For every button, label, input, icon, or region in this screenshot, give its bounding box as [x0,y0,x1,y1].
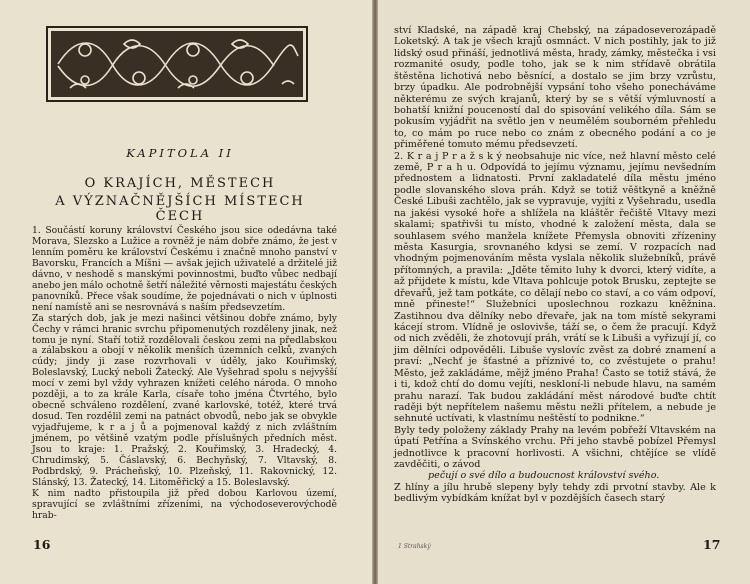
right-body-text [394,25,716,505]
paragraph: 1. Součástí koruny království Českého jsou sice odedávna také Morava, Slezsko a Lužice a rovněž je nám dobře známo, že jest v lenním poměru ke království Českému i značně mnoho panství v Bavorsku, Francích a Míšni — avšak jejich uživatelé a držitelé již dávno, v neshodě s manskými povinnostmi, buďto vůbec nedbají anebo jen málo ochotně šetří náležité věrnosti majestátu českých panovníků. Přece však soudíme, že pojednávati o nich v úplnosti není namístě ani se nesrovnává s naším předsevzetím. [32,225,337,313]
quote: pečují o své dílo a budoucnost království svého. [428,470,660,482]
page-number: 17 [703,537,721,552]
page-number: 16 [33,537,51,552]
chapter-title-line2: A VÝZNAČNĚJŠÍCH MÍSTECH ČECH [55,194,305,224]
right-page [378,0,750,584]
chapter-title-line1: O KRAJÍCH, MĚSTECH [84,176,276,191]
paragraph: 2. K r a j P r a ž s k ý neobsahuje nic více, než hlavní město celé země, P r a h u. Odpovídá to jejímu významu, jejímu nevšedním přednostem a lidnatosti. První zakladatelé díla městu jméno podle slovanského slova práh. Když se totiž věštkyně a kněžně České Libuši zachtělo, jak se vypravuje, vyjíti z Vyšehradu, usedla na jakési vysoké hoře a shlížela na kláštěr řečiště Vltavy mezi skalami; spatřivši tu místo, vhodné k založení města, dala se souhlasem svého manžela knížete Přemysla obnoviti zřízeniny města Kasurgia, srovnaného kdysi se zemí. V rozpacích nad vhodným pojmenováním města vyslala několik služebníků, právě přítomných, a pravila: „Jděte těmito luhy k dvorci, který vidíte, a až přijdete k místu, kde Vltava pohlcuje potok Brusku, zeptejte se dřevařů, jež tam potkáte, co dělají nebo co staví, a co vám odpoví, mně přineste!“ Služebníci uposlechnou rozkazu kněžnina. Zastihnou dva dělníky nebo dřevaře, jak na tom místě sekyrami kácejí strom. Vlídně je oslovivše, táží se, o čem že pracují. Když od nich zvěděli, že zhotovují práh, vrátí se k Libuši a vyřizují jí, co jim dělníci odpověděli. Libuše vyslovíc zvěst za dobré znamení a praví: „Nechť je šťastné a příznivé to, co zvěstujete o prahu! Město, jež zakládáme, mějž jméno Praha! Často se totiž stává, že i ti, kdož chtí do domu vejíti, neskloní-li nebude hlavu, na samém prahu narazí. Tak budou zakládání měst národové buďte chtít raději být nepřítelem našemu městu nežli přítelem, a nebude je sehnuté uctívati, k vlastnímu neštěstí to podnikne.“ [394,150,716,425]
paragraph: Byly tedy položeny základy Prahy na levém pobřeží Vltavském na úpatí Petřína a Svínského vrchu. Při jeho stavbě pobízel Přemysl jednotlivce k pracovní horlivosti. A všichni, chtějíce se vlídě zavděčiti, o závod [394,424,716,471]
paragraph: Za starých dob, jak je mezi našinci většinou dobře známo, byly Čechy v rámci hranic svrchu připomenutých rozděleny jinak, než tomu je nyní. Staří totiž rozdělovali českou zemi na předlabskou a zálabskou a obojí v několik menších územních celků, zvaných cúdy; jindy ji zase rozvrhovali v úděly, jako Kouřimský, Boleslavský, Lucký neboli Žatecký. Ale Vyšehrad spolu s nejvyšší mocí v zemi byl vždy vyhrazen knížeti celého národa. O mnoho později, a to za krále Karla, císaře toho jména Čtvrtého, bylo obecně schváleno rozdělení, zvané karlovské, totéž, které trvá dosud. Ten rozdělil zemi na patnáct obvodů, nebo jak se obvykle vyjadřujeme, k r a j ů a pojmenoval každý z nich zvláštním jménem, po většině vzatým podle příslušných předních měst. Jsou to kraje: 1. Pražský, 2. Kouřimský, 3. Hradecký, 4. Chrudimský, 5. Čáslavský, 6. Bechyňský, 7. Vltavský, 8. Podbrdský, 9. Prácheňský, 10. Plzeňský, 11. Rakovnický, 12. Slánský, 13. Žatecký, 14. Litoměřický a 15. Boleslavský. [32,312,337,488]
floral-ornament-header [46,26,308,102]
paragraph: K nim nadto přistoupila již před dobou Karlovou území, spravující se zvláštními zřízeními, na východoseverovýchodě hrab- [32,487,337,521]
chapter-label: KAPITOLA II [126,146,234,160]
left-page [0,0,372,584]
paragraph: Z hlíny a jílu hrubě slepeny byly tehdy zdi prvotní stavby. Ale k bedlivým vybídkám knížat byl v pozdějších časech starý [394,481,716,505]
paragraph: ství Kladské, na západě kraj Chebský, na západoseverozápadě Loketský. A tak je všech krajů osmnáct. V nich postihly, jak to již lidský osud přináší, jednotlivá města, hrady, zámky, městečka i vsi rozmanité osudy, podle toho, jak se k nim střídavě obrátila štěstěna lichotivá nebo běsnící, a dostalo se jim brzy vzrůstu, brzy úpadku. Ale podrobnější vypsání toho všeho ponecháváme některému ze svých krajanů, který by se s větší výmluvností a bohatší knižní pouceností dal do spisování velikého díla. Sám se pokusím vyjádřit na světlo jen v neumělém souborném přehledu to, co mám po ruce nebo co znám z obecného podání a co je přiměřené tomuto mému předsevzetí. [394,25,716,151]
footnote: 1 Strahský [398,543,431,550]
left-body-text [32,226,337,522]
